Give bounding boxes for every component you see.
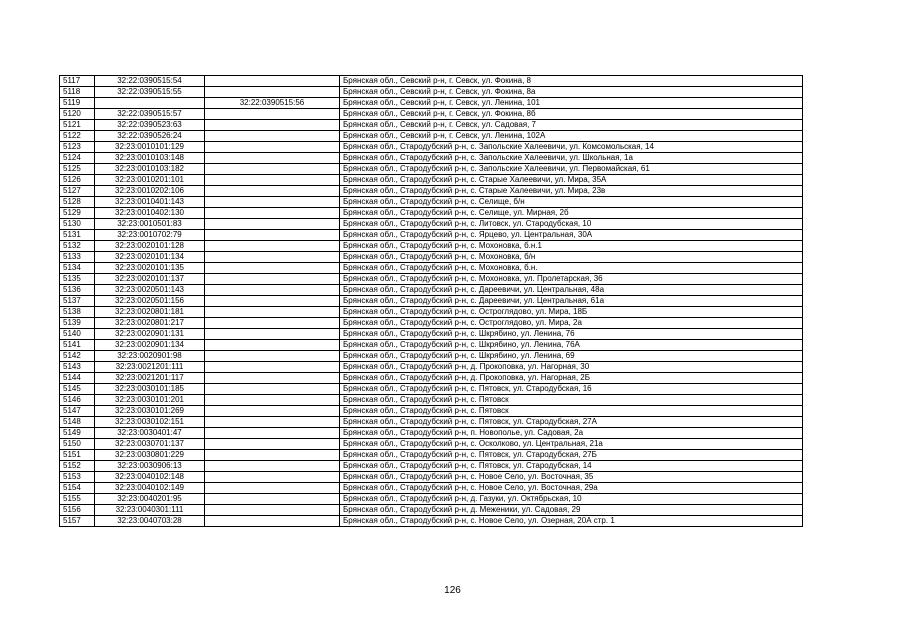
cadastral-number-alt-cell <box>205 120 340 131</box>
table-row <box>60 241 803 252</box>
address-cell: Брянская обл., Стародубский р-н, с. Дареевичи, ул. Центральная, 48а <box>340 285 803 296</box>
cadastral-number-alt-cell <box>205 406 340 417</box>
cadastral-number-cell: 32:23:0040102:148 <box>95 472 205 483</box>
address-cell: Брянская обл., Стародубский р-н, д. Прокоповка, ул. Нагорная, 2Б <box>340 373 803 384</box>
cadastral-number-cell: 32:23:0021201:117 <box>95 373 205 384</box>
address-cell: Брянская обл., Стародубский р-н, с. Мохоновка, б.н.1 <box>340 241 803 252</box>
cadastral-number-cell: 32:22:0390526:24 <box>95 131 205 142</box>
table-row <box>60 285 803 296</box>
table-row <box>60 120 803 131</box>
row-number-cell: 5128 <box>60 197 95 208</box>
cadastral-number-cell: 32:23:0020901:131 <box>95 329 205 340</box>
table-row <box>60 318 803 329</box>
address-cell: Брянская обл., Стародубский р-н, с. Литовск, ул. Стародубская, 10 <box>340 219 803 230</box>
table-row <box>60 461 803 472</box>
cadastral-number-cell: 32:23:0010101:129 <box>95 142 205 153</box>
row-number-cell: 5117 <box>60 76 95 87</box>
row-number-cell: 5141 <box>60 340 95 351</box>
row-number-cell: 5150 <box>60 439 95 450</box>
cadastral-number-alt-cell <box>205 483 340 494</box>
address-cell: Брянская обл., Стародубский р-н, с. Ярцево, ул. Центральная, 30А <box>340 230 803 241</box>
table-row <box>60 494 803 505</box>
cadastral-number-alt-cell <box>205 505 340 516</box>
cadastral-number-cell: 32:23:0020101:137 <box>95 274 205 285</box>
cadastral-number-cell: 32:23:0040301:111 <box>95 505 205 516</box>
row-number-cell: 5153 <box>60 472 95 483</box>
address-cell: Брянская обл., Стародубский р-н, д. Прокоповка, ул. Нагорная, 30 <box>340 362 803 373</box>
address-cell: Брянская обл., Стародубский р-н, с. Остроглядово, ул. Мира, 2а <box>340 318 803 329</box>
cadastral-number-cell: 32:23:0040102:149 <box>95 483 205 494</box>
address-cell: Брянская обл., Стародубский р-н, с. Шкрябино, ул. Ленина, 76 <box>340 329 803 340</box>
cadastral-number-cell: 32:22:0390515:55 <box>95 87 205 98</box>
table-row <box>60 373 803 384</box>
cadastral-number-alt-cell <box>205 417 340 428</box>
cadastral-number-alt-cell <box>205 428 340 439</box>
address-cell: Брянская обл., Стародубский р-н, д. Газуки, ул. Октябрьская, 10 <box>340 494 803 505</box>
table-row <box>60 164 803 175</box>
address-cell: Брянская обл., Стародубский р-н, с. Запольские Халеевичи, ул. Первомайская, 61 <box>340 164 803 175</box>
cadastral-number-cell: 32:23:0030701:137 <box>95 439 205 450</box>
table-row <box>60 439 803 450</box>
cadastral-number-cell: 32:23:0030101:185 <box>95 384 205 395</box>
row-number-cell: 5133 <box>60 252 95 263</box>
cadastral-number-alt-cell <box>205 329 340 340</box>
address-cell: Брянская обл., Стародубский р-н, с. Остроглядово, ул. Мира, 18Б <box>340 307 803 318</box>
address-cell: Брянская обл., Стародубский р-н, с. Новое Село, ул. Озерная, 20А стр. 1 <box>340 516 803 527</box>
cadastral-number-alt-cell <box>205 318 340 329</box>
cadastral-number-cell: 32:23:0020101:134 <box>95 252 205 263</box>
row-number-cell: 5148 <box>60 417 95 428</box>
row-number-cell: 5122 <box>60 131 95 142</box>
cadastral-number-alt-cell <box>205 296 340 307</box>
row-number-cell: 5134 <box>60 263 95 274</box>
address-cell: Брянская обл., Стародубский р-н, с. Пятовск, ул. Стародубская, 16 <box>340 384 803 395</box>
table-row <box>60 98 803 109</box>
cadastral-number-cell <box>95 98 205 109</box>
cadastral-number-alt-cell <box>205 461 340 472</box>
cadastral-number-alt-cell <box>205 472 340 483</box>
cadastral-number-cell: 32:23:0010201:101 <box>95 175 205 186</box>
row-number-cell: 5157 <box>60 516 95 527</box>
row-number-cell: 5121 <box>60 120 95 131</box>
cadastral-number-alt-cell <box>205 439 340 450</box>
cadastral-number-alt-cell <box>205 340 340 351</box>
address-cell: Брянская обл., Стародубский р-н, с. Шкрябино, ул. Ленина, 69 <box>340 351 803 362</box>
register-table-body <box>60 76 803 527</box>
table-row <box>60 186 803 197</box>
cadastral-number-alt-cell: 32:22:0390515:56 <box>205 98 340 109</box>
cadastral-number-alt-cell <box>205 131 340 142</box>
address-cell: Брянская обл., Стародубский р-н, с. Запольские Халеевичи, ул. Школьная, 1а <box>340 153 803 164</box>
address-cell: Брянская обл., Стародубский р-н, с. Запольские Халеевичи, ул. Комсомольская, 14 <box>340 142 803 153</box>
table-row <box>60 362 803 373</box>
row-number-cell: 5155 <box>60 494 95 505</box>
cadastral-number-cell: 32:23:0020501:156 <box>95 296 205 307</box>
cadastral-number-alt-cell <box>205 219 340 230</box>
address-cell: Брянская обл., Стародубский р-н, с. Пятовск, ул. Стародубская, 14 <box>340 461 803 472</box>
cadastral-number-alt-cell <box>205 516 340 527</box>
cadastral-number-cell: 32:23:0030101:269 <box>95 406 205 417</box>
table-row <box>60 505 803 516</box>
cadastral-number-alt-cell <box>205 241 340 252</box>
cadastral-number-alt-cell <box>205 373 340 384</box>
cadastral-number-cell: 32:23:0040201:95 <box>95 494 205 505</box>
table-row <box>60 208 803 219</box>
table-row <box>60 296 803 307</box>
address-cell: Брянская обл., Севский р-н, г. Севск, ул. Ленина, 102А <box>340 131 803 142</box>
table-row <box>60 483 803 494</box>
cadastral-number-cell: 32:23:0020901:134 <box>95 340 205 351</box>
cadastral-number-cell: 32:22:0390515:54 <box>95 76 205 87</box>
address-cell: Брянская обл., Стародубский р-н, д. Меженики, ул. Садовая, 29 <box>340 505 803 516</box>
row-number-cell: 5151 <box>60 450 95 461</box>
row-number-cell: 5123 <box>60 142 95 153</box>
address-cell: Брянская обл., Севский р-н, г. Севск, ул. Садовая, 7 <box>340 120 803 131</box>
table-row <box>60 417 803 428</box>
cadastral-number-alt-cell <box>205 153 340 164</box>
row-number-cell: 5142 <box>60 351 95 362</box>
table-row <box>60 252 803 263</box>
cadastral-number-cell: 32:23:0020801:181 <box>95 307 205 318</box>
cadastral-number-alt-cell <box>205 362 340 373</box>
cadastral-number-cell: 32:23:0040703:28 <box>95 516 205 527</box>
table-row <box>60 263 803 274</box>
table-row <box>60 516 803 527</box>
address-cell: Брянская обл., Стародубский р-н, с. Осколково, ул. Центральная, 21а <box>340 439 803 450</box>
row-number-cell: 5143 <box>60 362 95 373</box>
cadastral-number-cell: 32:23:0030401:47 <box>95 428 205 439</box>
address-cell: Брянская обл., Стародубский р-н, с. Мохоновка, б.н. <box>340 263 803 274</box>
table-row <box>60 274 803 285</box>
address-cell: Брянская обл., Стародубский р-н, с. Селище, б/н <box>340 197 803 208</box>
table-row <box>60 340 803 351</box>
cadastral-number-cell: 32:23:0010501:83 <box>95 219 205 230</box>
row-number-cell: 5146 <box>60 395 95 406</box>
row-number-cell: 5132 <box>60 241 95 252</box>
table-row <box>60 428 803 439</box>
address-cell: Брянская обл., Стародубский р-н, с. Старые Халеевичи, ул. Мира, 35А <box>340 175 803 186</box>
cadastral-number-alt-cell <box>205 109 340 120</box>
address-cell: Брянская обл., Стародубский р-н, с. Новое Село, ул. Восточная, 29а <box>340 483 803 494</box>
row-number-cell: 5149 <box>60 428 95 439</box>
cadastral-number-cell: 32:23:0030801:229 <box>95 450 205 461</box>
row-number-cell: 5140 <box>60 329 95 340</box>
row-number-cell: 5152 <box>60 461 95 472</box>
cadastral-number-alt-cell <box>205 186 340 197</box>
cadastral-number-cell: 32:23:0010402:130 <box>95 208 205 219</box>
cadastral-number-alt-cell <box>205 307 340 318</box>
cadastral-number-cell: 32:22:0390523:63 <box>95 120 205 131</box>
cadastral-number-alt-cell <box>205 142 340 153</box>
row-number-cell: 5118 <box>60 87 95 98</box>
cadastral-number-alt-cell <box>205 76 340 87</box>
cadastral-number-cell: 32:23:0030906:13 <box>95 461 205 472</box>
address-cell: Брянская обл., Севский р-н, г. Севск, ул. Ленина, 101 <box>340 98 803 109</box>
cadastral-number-alt-cell <box>205 263 340 274</box>
address-cell: Брянская обл., Севский р-н, г. Севск, ул. Фокина, 8 <box>340 76 803 87</box>
cadastral-number-cell: 32:23:0020101:135 <box>95 263 205 274</box>
cadastral-number-cell: 32:23:0010401:143 <box>95 197 205 208</box>
cadastral-number-alt-cell <box>205 494 340 505</box>
row-number-cell: 5130 <box>60 219 95 230</box>
table-row <box>60 109 803 120</box>
table-row <box>60 219 803 230</box>
cadastral-number-cell: 32:23:0010103:148 <box>95 153 205 164</box>
cadastral-number-cell: 32:23:0010202:106 <box>95 186 205 197</box>
row-number-cell: 5139 <box>60 318 95 329</box>
address-cell: Брянская обл., Стародубский р-н, с. Новое Село, ул. Восточная, 35 <box>340 472 803 483</box>
table-row <box>60 307 803 318</box>
row-number-cell: 5135 <box>60 274 95 285</box>
table-row <box>60 142 803 153</box>
cadastral-number-cell: 32:23:0020501:143 <box>95 285 205 296</box>
cadastral-number-alt-cell <box>205 450 340 461</box>
cadastral-number-cell: 32:23:0020801:217 <box>95 318 205 329</box>
row-number-cell: 5124 <box>60 153 95 164</box>
table-row <box>60 384 803 395</box>
cadastral-number-cell: 32:23:0020101:128 <box>95 241 205 252</box>
cadastral-number-cell: 32:23:0020901:98 <box>95 351 205 362</box>
row-number-cell: 5144 <box>60 373 95 384</box>
row-number-cell: 5120 <box>60 109 95 120</box>
row-number-cell: 5138 <box>60 307 95 318</box>
address-cell: Брянская обл., Стародубский р-н, с. Дареевичи, ул. Центральная, 61а <box>340 296 803 307</box>
row-number-cell: 5125 <box>60 164 95 175</box>
table-row <box>60 197 803 208</box>
address-cell: Брянская обл., Стародубский р-н, с. Шкрябино, ул. Ленина, 76А <box>340 340 803 351</box>
table-row <box>60 175 803 186</box>
address-cell: Брянская обл., Стародубский р-н, с. Мохоновка, б/н <box>340 252 803 263</box>
address-cell: Брянская обл., Стародубский р-н, с. Мохоновка, ул. Пролетарская, 36 <box>340 274 803 285</box>
cadastral-number-alt-cell <box>205 230 340 241</box>
cadastral-number-alt-cell <box>205 164 340 175</box>
address-cell: Брянская обл., Стародубский р-н, с. Пятовск, ул. Стародубская, 27А <box>340 417 803 428</box>
cadastral-number-alt-cell <box>205 252 340 263</box>
cadastral-number-cell: 32:23:0021201:111 <box>95 362 205 373</box>
address-cell: Брянская обл., Стародубский р-н, с. Селище, ул. Мирная, 2б <box>340 208 803 219</box>
cadastral-number-alt-cell <box>205 351 340 362</box>
row-number-cell: 5136 <box>60 285 95 296</box>
cadastral-number-alt-cell <box>205 208 340 219</box>
table-row <box>60 329 803 340</box>
cadastral-number-cell: 32:23:0030101:201 <box>95 395 205 406</box>
cadastral-number-alt-cell <box>205 274 340 285</box>
table-row <box>60 87 803 98</box>
row-number-cell: 5131 <box>60 230 95 241</box>
table-row <box>60 450 803 461</box>
cadastral-number-alt-cell <box>205 175 340 186</box>
address-cell: Брянская обл., Стародубский р-н, п. Новополье, ул. Садовая, 2а <box>340 428 803 439</box>
table-row <box>60 395 803 406</box>
table-row <box>60 230 803 241</box>
cadastral-number-alt-cell <box>205 285 340 296</box>
row-number-cell: 5154 <box>60 483 95 494</box>
cadastral-number-alt-cell <box>205 395 340 406</box>
address-cell: Брянская обл., Севский р-н, г. Севск, ул. Фокина, 8б <box>340 109 803 120</box>
table-row <box>60 406 803 417</box>
cadastral-number-alt-cell <box>205 87 340 98</box>
row-number-cell: 5147 <box>60 406 95 417</box>
address-cell: Брянская обл., Стародубский р-н, с. Пятовск <box>340 406 803 417</box>
row-number-cell: 5137 <box>60 296 95 307</box>
table-row <box>60 351 803 362</box>
cadastral-number-cell: 32:23:0030102:151 <box>95 417 205 428</box>
row-number-cell: 5119 <box>60 98 95 109</box>
row-number-cell: 5156 <box>60 505 95 516</box>
address-cell: Брянская обл., Севский р-н, г. Севск, ул. Фокина, 8а <box>340 87 803 98</box>
cadastral-number-cell: 32:22:0390515:57 <box>95 109 205 120</box>
table-row <box>60 153 803 164</box>
cadastral-number-alt-cell <box>205 384 340 395</box>
cadastral-number-cell: 32:23:0010702:79 <box>95 230 205 241</box>
row-number-cell: 5129 <box>60 208 95 219</box>
property-register-table <box>59 75 803 527</box>
table-row <box>60 131 803 142</box>
row-number-cell: 5145 <box>60 384 95 395</box>
address-cell: Брянская обл., Стародубский р-н, с. Пятовск, ул. Стародубская, 27Б <box>340 450 803 461</box>
address-cell: Брянская обл., Стародубский р-н, с. Старые Халеевичи, ул. Мира, 23в <box>340 186 803 197</box>
address-cell: Брянская обл., Стародубский р-н, с. Пятовск <box>340 395 803 406</box>
table-row <box>60 472 803 483</box>
cadastral-number-alt-cell <box>205 197 340 208</box>
table-row <box>60 76 803 87</box>
cadastral-number-cell: 32:23:0010103:182 <box>95 164 205 175</box>
row-number-cell: 5127 <box>60 186 95 197</box>
row-number-cell: 5126 <box>60 175 95 186</box>
page-number: 126 <box>444 585 461 596</box>
